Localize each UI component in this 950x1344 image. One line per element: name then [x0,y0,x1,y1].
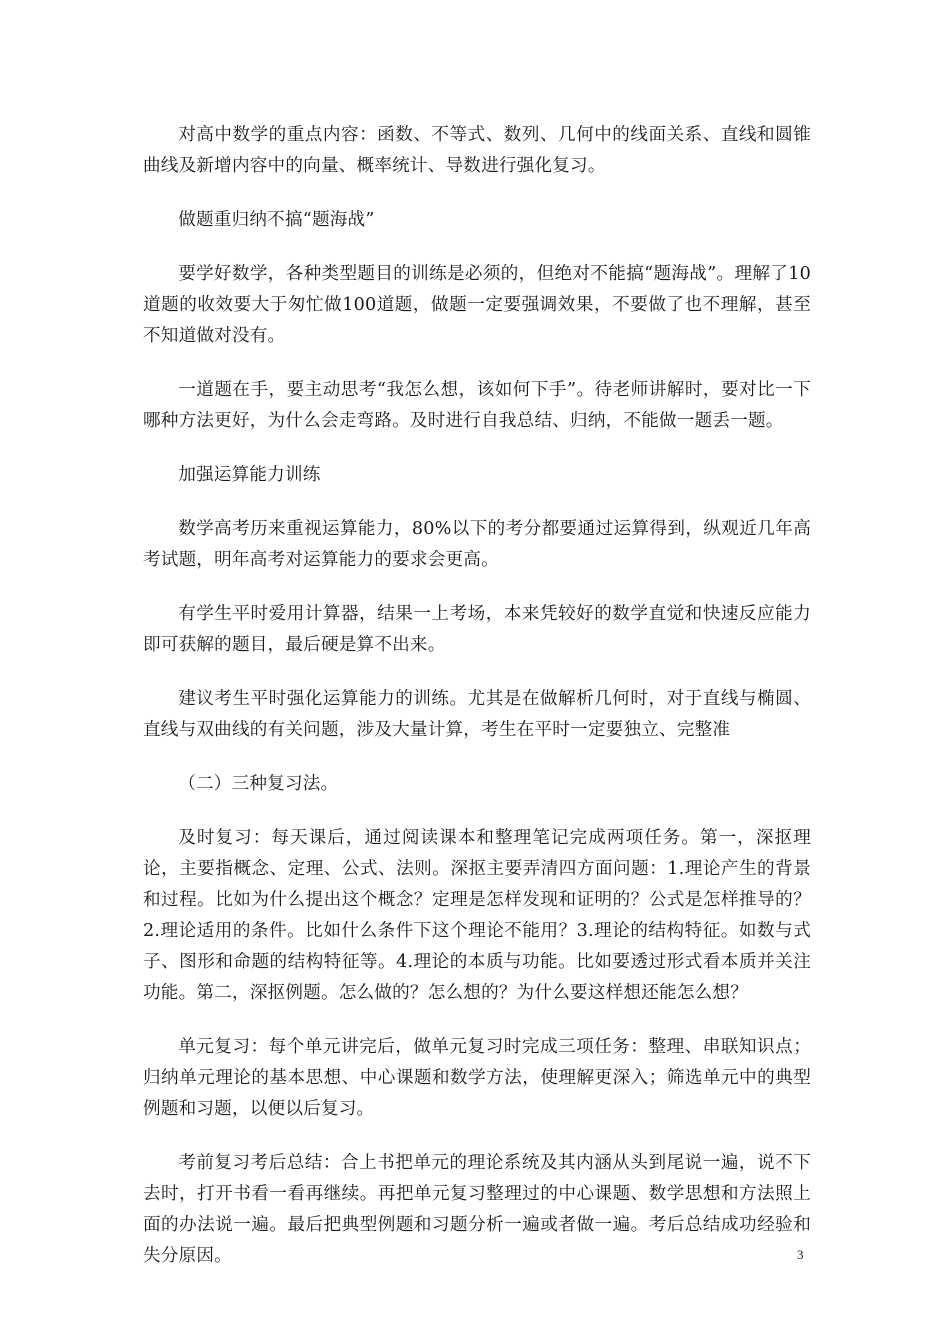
paragraph-calculator: 有学生平时爱用计算器，结果一上考场，本来凭较好的数学直觉和快速反应能力即可获解的题目，最后硬是算不出来。 [143,604,811,655]
paragraph-advice: 建议考生平时强化运算能力的训练。尤其是在做解析几何时，对于直线与椭圆、直线与双曲线的有关问题，涉及大量计算，考生在平时一定要独立、完整准 [143,689,811,740]
paragraph-exam-review: 考前复习考后总结：合上书把单元的理论系统及其内涵从头到尾说一遍，说不下去时，打开书看一看再继续。再把单元复习整理过的中心课题、数学思想和方法照上面的办法说一遍。最后把典型例题和习题分析一遍或者做一遍。考后总结成功经验和失分原因。 [143,1153,811,1266]
paragraph-key-content: 对高中数学的重点内容：函数、不等式、数列、几何中的线面关系、直线和圆锥曲线及新增内容中的向量、概率统计、导数进行强化复习。 [143,125,811,176]
paragraph-unit-review: 单元复习：每个单元讲完后，做单元复习时完成三项任务：整理、串联知识点；归纳单元理论的基本思想、中心课题和数学方法，使理解更深入；筛选单元中的典型例题和习题，以便以后复习。 [143,1037,811,1119]
heading-summarize-no-drill: 做题重归纳不搞“题海战” [178,210,375,230]
page-number: 3 [797,1247,804,1262]
heading-three-review-methods: （二）三种复习法。 [178,774,339,794]
heading-computation-training: 加强运算能力训练 [178,465,321,485]
paragraph-practice: 要学好数学，各种类型题目的训练是必须的，但绝对不能搞“题海战”。理解了10道题的收效要大于匆忙做100道题，做题一定要强调效果，不要做了也不理解，甚至不知道做对没有。 [143,264,811,346]
document-body [143,120,811,1295]
paragraph-timely-review: 及时复习：每天课后，通过阅读课本和整理笔记完成两项任务。第一，深抠理论，主要指概念、定理、公式、法则。深抠主要弄清四方面问题：1.理论产生的背景和过程。比如为什么提出这个概念？定理是怎样发现和证明的？公式是怎样推导的？2.理论适用的条件。比如什么条件下这个理论不能用？3.理论的结构特征。如数与式子、图形和命题的结构特征等。4.理论的本质与功能。比如要透过形式看本质并关注功能。第二，深抠例题。怎么做的？怎么想的？为什么要这样想还能怎么想？ [143,828,811,1003]
paragraph-computation-importance: 数学高考历来重视运算能力，80%以下的考分都要通过运算得到，纵观近几年高考试题，明年高考对运算能力的要求会更高。 [143,519,811,570]
paragraph-think-actively: 一道题在手，要主动思考“我怎么想，该如何下手”。待老师讲解时，要对比一下哪种方法更好，为什么会走弯路。及时进行自我总结、归纳，不能做一题丢一题。 [143,380,811,431]
